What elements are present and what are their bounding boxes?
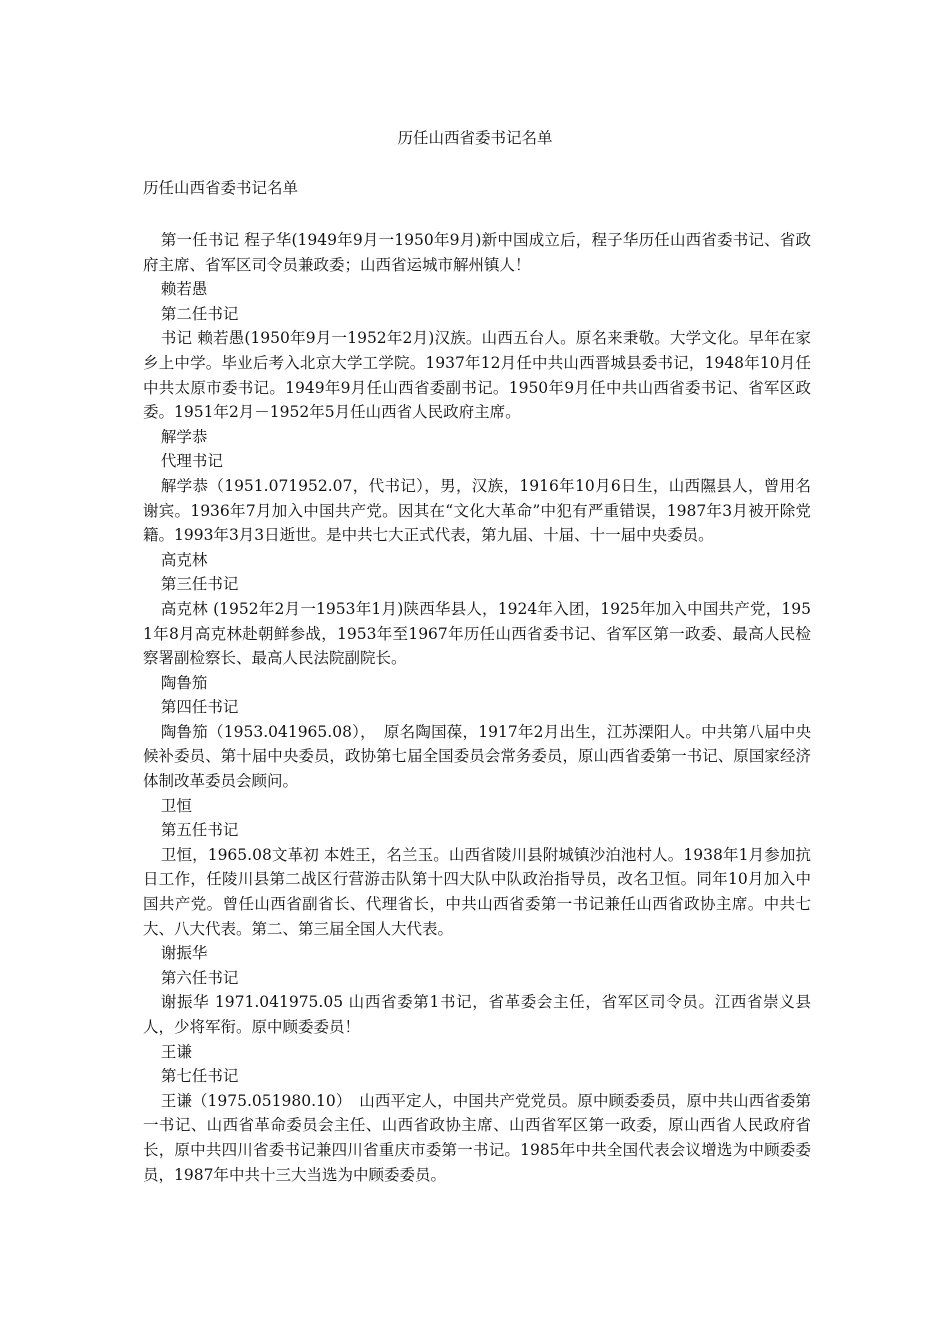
paragraph: 书记 赖若愚(1950年9月一1952年2月)汉族。山西五台人。原名来秉敬。大学文化。早年在家乡上中学。毕业后考入北京大学工学院。1937年12月任中共山西晋城县委书记，1948年10月任中共太原市委书记。1949年9月任山西省委副书记。1950年9月任中共山西省委书记、省军区政委。1951年2月－1952年5月任山西省人民政府主席。 (143, 329, 811, 422)
paragraph: 王谦（1975.051980.10） 山西平定人，中国共产党党员。原中顾委委员，原中共山西省委第一书记、山西省革命委员会主任、山西省政协主席、山西省军区第一政委，原山西省人民政府省长，原中共四川省委书记兼四川省重庆市委第一书记。1985年中共全国代表会议增选为中顾委委员，1987年中共十三大当选为中顾委委员。 (143, 1091, 811, 1184)
paragraph: 第四任书记 (160, 698, 239, 717)
document-title: 历任山西省委书记名单 (397, 129, 553, 147)
paragraph: 王谦 (160, 1042, 192, 1061)
paragraph: 解学恭 (160, 427, 208, 446)
paragraph: 第三任书记 (160, 575, 239, 594)
paragraph: 赖若愚 (160, 280, 208, 299)
paragraph: 卫恒，1965.08文革初 本姓王，名兰玉。山西省陵川县附城镇沙泊池村人。1938年1月参加抗日工作，任陵川县第二战区行营游击队第十四大队中队政治指导员，改名卫恒。同年10月加入中国共产党。曾任山西省副省长、代理省长，中共山西省委第一书记兼任山西省政协主席。中共七大、八大代表。第二、第三届全国人大代表。 (143, 845, 811, 938)
paragraph: 陶鲁笳 (160, 673, 208, 692)
paragraph: 第一任书记 程子华(1949年9月一1950年9月)新中国成立后，程子华历任山西省委书记、省政府主席、省军区司令员兼政委；山西省运城市解州镇人！ (143, 231, 811, 274)
paragraph: 代理书记 (160, 452, 223, 471)
document-body (143, 228, 811, 1187)
paragraph: 高克林 (1952年2月一1953年1月)陕西华县人，1924年入团，1925年加入中国共产党，1951年8月高克林赴朝鲜参战，1953年至1967年历任山西省委书记、省军区第一政委、最高人民检察署副检察长、最高人民法院副院长。 (143, 599, 811, 668)
paragraph: 谢振华 1971.041975.05 山西省委第1书记，省革委会主任，省军区司令员。江西省崇义县人，少将军衔。原中顾委委员！ (143, 993, 811, 1036)
paragraph: 第七任书记 (160, 1067, 239, 1086)
paragraph: 高克林 (160, 550, 208, 569)
paragraph: 陶鲁笳（1953.041965.08）， 原名陶国葆，1917年2月出生，江苏溧阳人。中共第八届中央候补委员、第十届中央委员，政协第七届全国委员会常务委员，原山西省委第一书记、原国家经济体制改革委员会顾问。 (143, 722, 811, 791)
paragraph: 解学恭（1951.071952.07，代书记），男，汉族，1916年10月6日生，山西隰县人，曾用名谢宾。1936年7月加入中国共产党。因其在“文化大革命”中犯有严重错误，1987年3月被开除党籍。1993年3月3日逝世。是中共七大正式代表，第九届、十届、十一届中央委员。 (143, 476, 811, 545)
paragraph: 第六任书记 (160, 968, 239, 987)
document-subtitle: 历任山西省委书记名单 (143, 179, 299, 197)
paragraph: 谢振华 (160, 944, 208, 963)
paragraph: 第二任书记 (160, 304, 239, 323)
paragraph: 卫恒 (160, 796, 192, 815)
paragraph: 第五任书记 (160, 821, 239, 840)
